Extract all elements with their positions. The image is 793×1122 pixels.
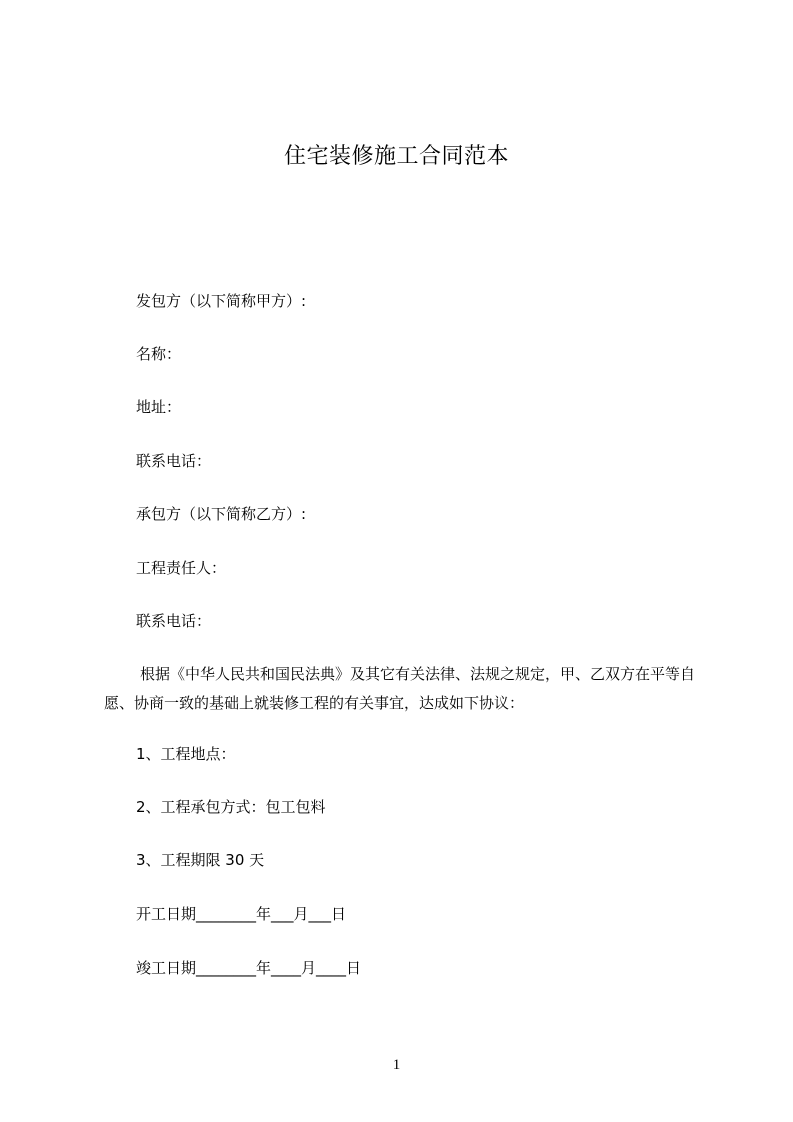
agreement-preamble bbox=[104, 660, 704, 718]
clause-contract-method: 2、工程承包方式：包工包料 bbox=[136, 798, 326, 816]
clause-completion-date: 竣工日期________年____月____日 bbox=[136, 959, 362, 977]
party-b-phone-field: 联系电话： bbox=[136, 612, 212, 630]
clause-project-duration: 3、工程期限 30 天 bbox=[136, 851, 265, 869]
party-a-address-field: 地址： bbox=[136, 398, 182, 416]
document-title: 住宅装修施工合同范本 bbox=[283, 144, 509, 169]
party-b-heading: 承包方（以下简称乙方）: bbox=[136, 505, 307, 523]
party-b-manager-field: 工程责任人： bbox=[136, 559, 227, 577]
agreement-preamble-text: 根据《中华人民共和国民法典》及其它有关法律、法规之规定，甲、乙双方在平等自愿、协商一致的基础上就装修工程的有关事宜，达成如下协议： bbox=[104, 665, 696, 712]
clause-project-location: 1、工程地点： bbox=[136, 745, 236, 763]
party-a-heading: 发包方（以下简称甲方）: bbox=[136, 292, 307, 310]
party-a-name-field: 名称： bbox=[136, 345, 182, 363]
clause-start-date: 开工日期________年___月___日 bbox=[136, 905, 347, 923]
party-a-phone-field: 联系电话： bbox=[136, 452, 212, 470]
page-number: 1 bbox=[392, 1057, 401, 1073]
